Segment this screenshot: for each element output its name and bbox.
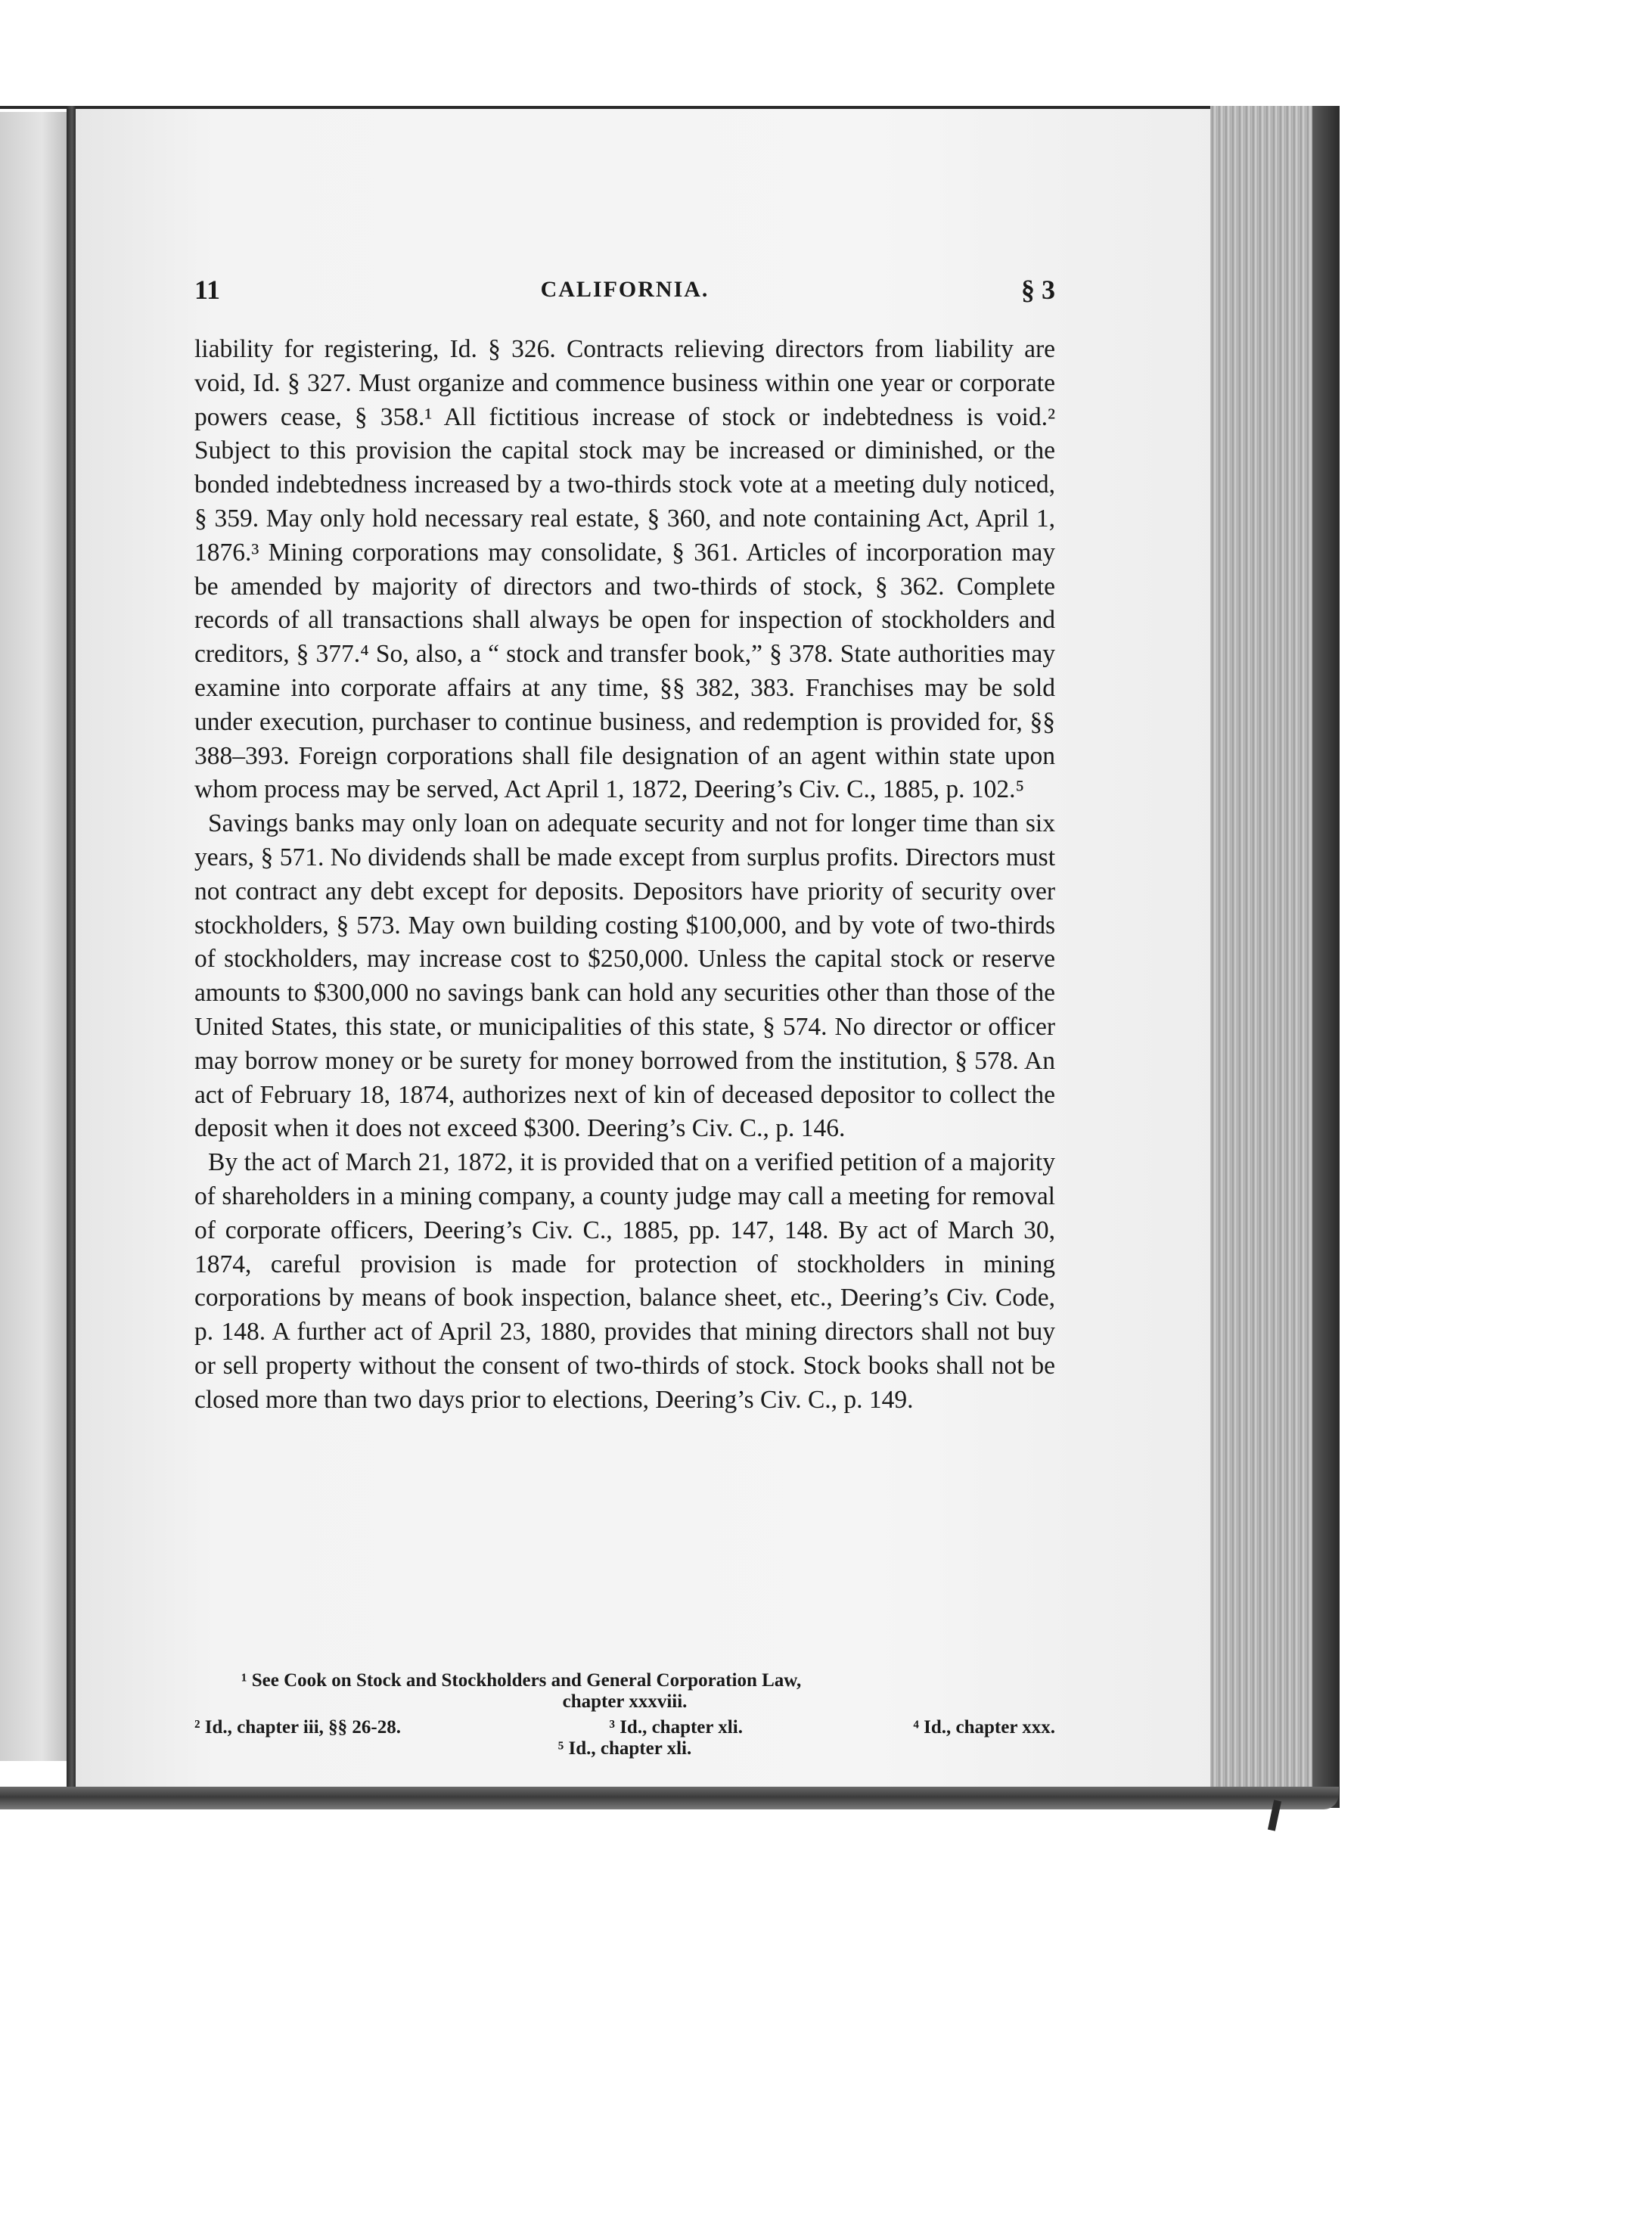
paragraph: Savings banks may only loan on adequate security and not for longer time than six years, § 571. No dividends shall be made except from surplus profits. Directors must not contract any debt except for deposits. Depositors have priority of security over stockholders, § 573. May own building costing $100,000, and by vote of two-thirds of stockholders, may increase cost to $250,000. Unless the capital stock or reserve amounts to $300,000 no savings bank can hold any securities other than those of the United States, this state, or municipalities of this state, § 574. No director or officer may borrow money or be surety for money borrowed from the institution, § 578. An act of February 18, 1874, authorizes next of kin of deceased depositor to collect the deposit when it does not exceed $300. Deering’s Civ. C., p. 146.: [194, 809, 1055, 1143]
footnote-row: [194, 1717, 1055, 1738]
footnote-5: ⁵ Id., chapter xli.: [557, 1738, 692, 1759]
running-head: [194, 274, 1055, 319]
footnote-3: ³ Id., chapter xli.: [609, 1717, 743, 1738]
body-text: [194, 333, 1055, 1418]
running-head-title: CALIFORNIA.: [540, 277, 710, 302]
book-bottom-edge: [0, 1787, 1339, 1809]
book-cover-edge: [1312, 106, 1340, 1808]
section-number: § 3: [1021, 275, 1055, 305]
book-gutter: [67, 106, 76, 1800]
paragraph: By the act of March 21, 1872, it is provided that on a verified petition of a majority of shareholders in a mining company, a county judge may call a meeting for removal of corporate officers, Deering’s Civ. C., 1885, pp. 147, 148. By act of March 30, 1874, careful provision is made for protection of stockholders in mining corporations by means of book inspection, balance sheet, etc., Deering’s Civ. Code, p. 148. A further act of April 23, 1880, provides that mining directors shall not buy or sell property without the consent of two-thirds of stock. Stock books shall not be closed more than two days prior to elections, Deering’s Civ. C., p. 149.: [194, 1148, 1055, 1414]
page-number: 11: [194, 275, 221, 305]
left-page-edge: [0, 112, 70, 1761]
page-top-edge: [0, 106, 1335, 109]
footnote-4: ⁴ Id., chapter xxx.: [913, 1717, 1055, 1738]
footnote-1: ¹ See Cook on Stock and Stockholders and General Corporation Law,: [241, 1670, 802, 1691]
footnote-1-continuation: chapter xxxviii.: [562, 1691, 688, 1712]
footnote-2: ² Id., chapter iii, §§ 26-28.: [194, 1717, 402, 1738]
paragraph: liability for registering, Id. § 326. Contracts relieving directors from liability are void, Id. § 327. Must organize and commence business within one year or corporate powers cease, § 358.¹ All fictitious increase of stock or indebtedness is void.² Subject to this provision the capital stock may be increased or diminished, or the bonded indebtedness increased by a two-thirds stock vote at a meeting duly noticed, § 359. May only hold necessary real estate, § 360, and note containing Act, April 1, 1876.³ Mining corporations may consolidate, § 361. Articles of incorporation may be amended by majority of directors and two-thirds of stock, § 362. Complete records of all transactions shall always be open for inspection of stockholders and creditors, § 377.⁴ So, also, a “ stock and transfer book,” § 378. State authorities may examine into corporate affairs at any time, §§ 382, 383. Franchises may be sold under execution, purchaser to continue business, and redemption is provided for, §§ 388–393. Foreign corporations shall file designation of an agent within state upon whom process may be served, Act April 1, 1872, Deering’s Civ. C., 1885, p. 102.⁵: [194, 335, 1055, 804]
footnotes: [194, 1670, 1055, 1759]
